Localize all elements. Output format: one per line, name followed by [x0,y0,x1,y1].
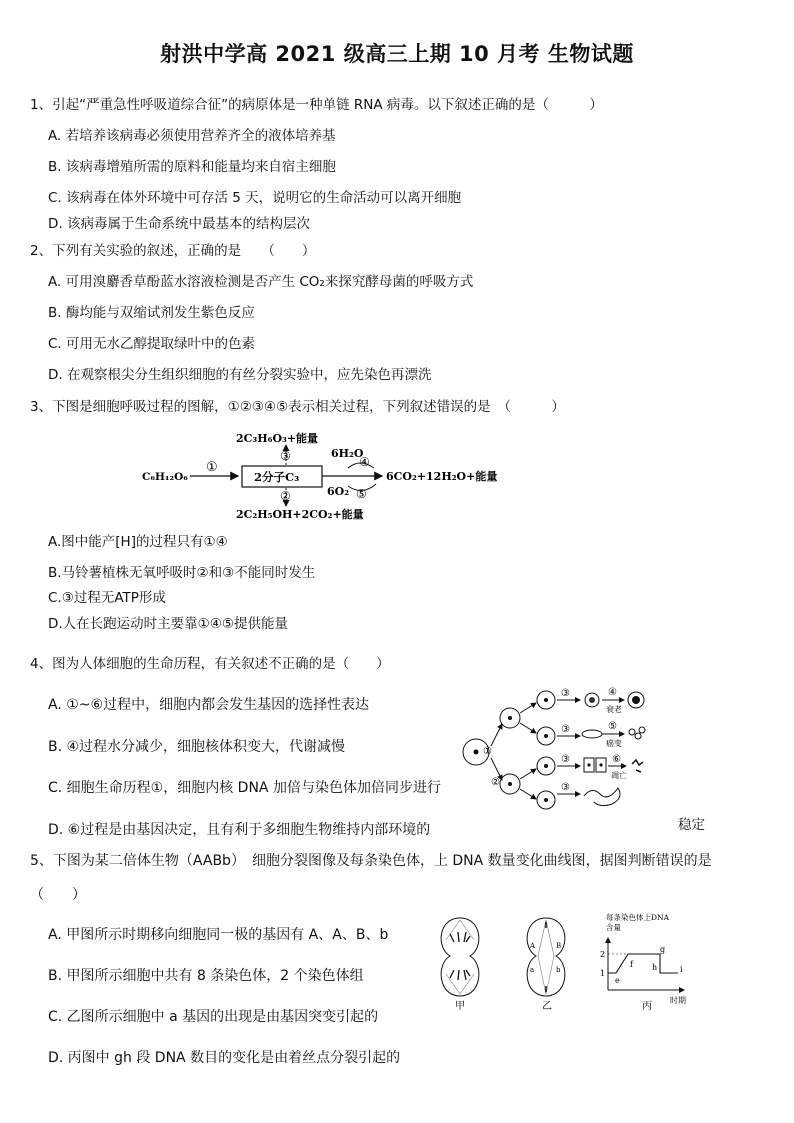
cell-division-diagram [432,912,694,1012]
ethanol-label: 2C₂H₅OH+2CO₂+能量 [236,508,364,521]
cell-jia-label: 甲 [455,1001,465,1012]
step-3-label-d: ③ [561,782,570,793]
point-h-label: h [652,963,658,972]
step-6-label: ⑥ [612,754,621,765]
step-2-label: ② [491,777,500,788]
question-2-stem: 2、下列有关实验的叙述，正确的是 （ ） [30,243,316,259]
question-2-option-d: D. 在观察根尖分生组织细胞的有丝分裂实验中，应先染色再漂洗 [48,367,432,383]
question-5-paren: （ ） [30,887,86,903]
page-title: 射洪中学高 2021 级高三上期 10 月考 生物试题 [160,42,634,66]
cell-life-history-diagram [456,684,676,814]
question-2-option-a: A. 可用溴麝香草酚蓝水溶液检测是否产生 CO₂来探究酵母菌的呼吸方式 [48,274,474,290]
question-4-option-c: C. 细胞生命历程①，细胞内核 DNA 加倍与染色体加倍同步进行 [48,780,441,796]
question-2-option-b: B. 酶均能与双缩试剂发生紫色反应 [48,305,255,321]
cell-yi-label: 乙 [542,1001,552,1012]
question-4-stem: 4、图为人体细胞的生命历程，有关叙述不正确的是（ ） [30,656,390,672]
question-3-option-b: B.马铃薯植株无氧呼吸时②和③不能同时发生 [48,565,316,581]
question-4-option-a: A. ①~⑥过程中，细胞内都会发生基因的选择性表达 [48,697,370,713]
process-3-label: ③ [280,449,291,463]
question-5-stem: 5、下图为某二倍体生物（AABb） 细胞分裂图像及每条染色体，上 DNA 数量变化曲线图，据图判断错误的是 [30,853,712,869]
question-1-option-b: B. 该病毒增殖所需的原料和能量均来自宿主细胞 [48,159,336,175]
curve-ylabel-line2: 含量 [606,923,621,932]
lactic-acid-label: 2C₃H₆O₃+能量 [236,432,319,445]
question-5-option-b: B. 甲图所示细胞中共有 8 条染色体，2 个染色体组 [48,968,364,984]
aging-label: 衰老 [606,705,622,714]
question-5-option-d: D. 丙图中 gh 段 DNA 数目的变化是由着丝点分裂引起的 [48,1050,401,1066]
pyruvate-label: 2分子C₃ [254,470,300,484]
process-1-label: ① [206,460,218,475]
gene-a-label: a [530,966,535,974]
process-5-label: ⑤ [356,487,367,501]
question-4-option-b: B. ④过程水分减少，细胞核体积变大，代谢减慢 [48,739,346,755]
process-4-label: ④ [359,455,370,469]
step-3-label-a: ③ [561,688,570,699]
cancer-label: 癌变 [606,739,622,748]
question-1-stem: 1、引起“严重急性呼吸道综合征”的病原体是一种单链 RNA 病毒。以下叙述正确的是（ ） [30,97,603,113]
step-5-label: ⑤ [608,721,617,732]
step-1-label: ① [483,746,492,757]
apoptosis-label: 凋亡 [611,771,627,780]
y-tick-1: 1 [600,969,606,978]
step-4-label: ④ [608,687,617,698]
step-3-label-b: ③ [561,724,570,735]
gene-A-label: A [530,942,536,950]
point-i-label: i [680,965,683,974]
water-label: 6H₂O [331,447,364,460]
process-2-label: ② [280,489,291,503]
question-5-option-c: C. 乙图所示细胞中 a 基因的出现是由基因突变引起的 [48,1009,379,1025]
glucose-label: C₆H₁₂O₆ [142,471,188,483]
oxygen-label: 6O₂ [327,485,350,498]
y-tick-2: 2 [600,950,606,959]
question-1-option-a: A. 若培养该病毒必须使用营养齐全的液体培养基 [48,128,336,144]
question-4-option-d-continuation: 稳定 [678,817,705,833]
gene-b-label: b [556,966,561,974]
point-e-label: e [615,976,620,985]
question-3-stem: 3、下图是细胞呼吸过程的图解，①②③④⑤表示相关过程，下列叙述错误的是 （ ） [30,399,565,415]
step-3-label-c: ③ [561,754,570,765]
curve-ylabel [606,912,670,932]
question-1-option-c: C. 该病毒在体外环境中可存活 5 天，说明它的生命活动可以离开细胞 [48,190,462,206]
aerobic-products-label: 6CO₂+12H₂O+能量 [386,470,498,483]
question-4-option-d: D. ⑥过程是由基因决定，且有利于多细胞生物维持内部环境的 [48,822,431,838]
question-1-option-d: D. 该病毒属于生命系统中最基本的结构层次 [48,216,310,232]
question-3-option-c: C.③过程无ATP形成 [48,590,166,606]
curve-xlabel: 时期 [670,996,686,1005]
question-3-option-d: D.人在长跑运动时主要靠①④⑤提供能量 [48,616,288,632]
point-g-label: g [660,945,666,954]
point-f-label: f [630,960,633,969]
curve-bing-label: 丙 [642,1001,652,1012]
gene-B-label: B [556,942,562,950]
question-2-option-c: C. 可用无水乙醇提取绿叶中的色素 [48,336,256,352]
question-5-option-a: A. 甲图所示时期移向细胞同一极的基因有 A、A、B、b [48,927,389,943]
question-3-option-a: A.图中能产[H]的过程只有①④ [48,534,228,550]
curve-ylabel-line1: 每条染色体上DNA [606,913,669,922]
cell-respiration-diagram [138,428,518,523]
